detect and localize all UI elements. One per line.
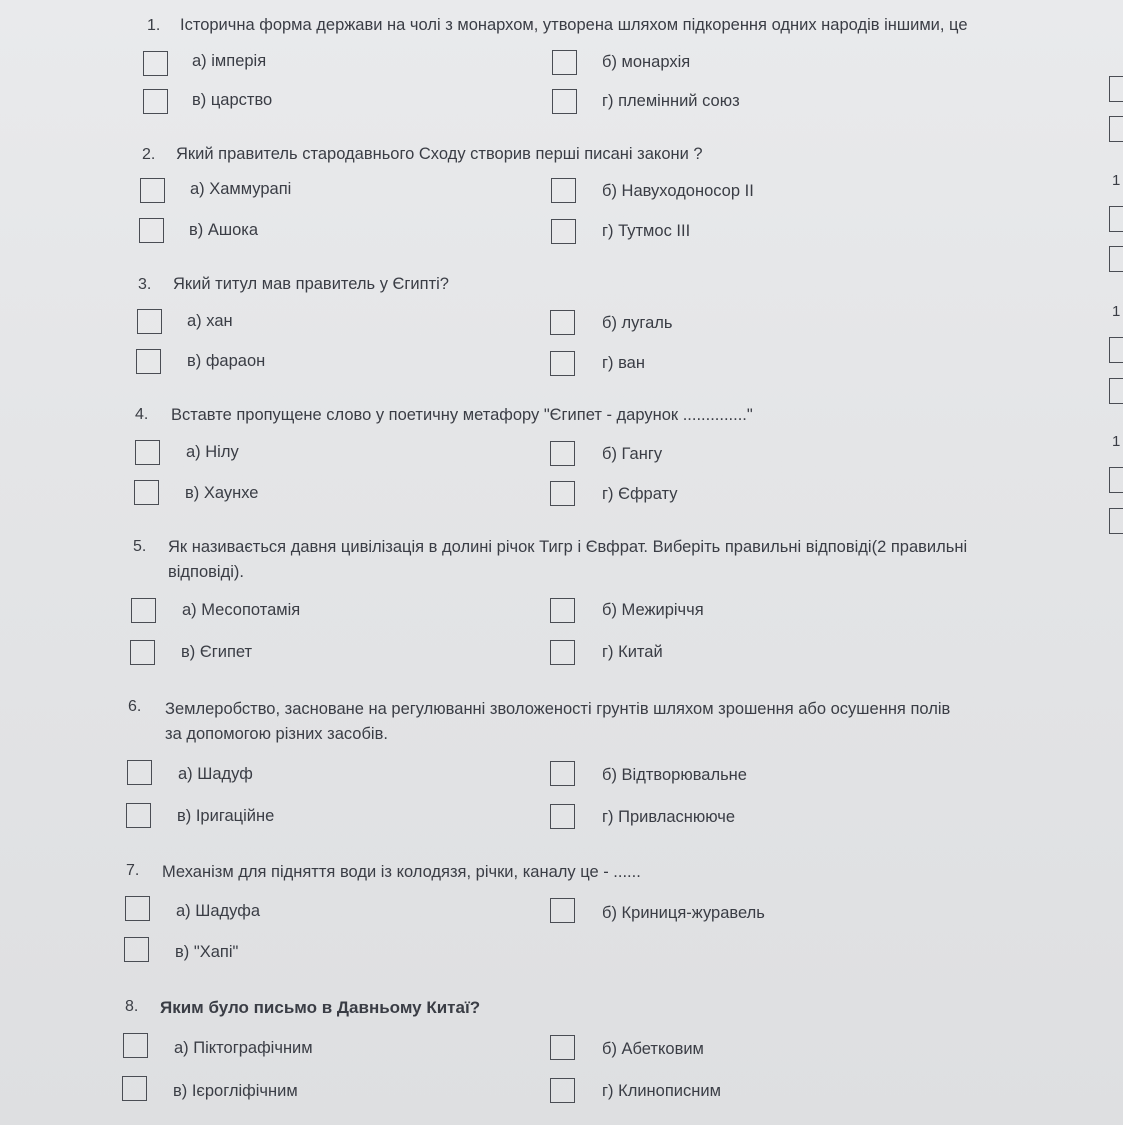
q8-option-b: б) Абетковим bbox=[602, 1040, 704, 1058]
q3-option-a: а) хан bbox=[187, 312, 233, 330]
q2-checkbox-d[interactable] bbox=[551, 219, 576, 244]
q5-checkbox-c[interactable] bbox=[130, 640, 155, 665]
q6-checkbox-d[interactable] bbox=[550, 804, 575, 829]
q6-option-c: в) Іригаційне bbox=[177, 807, 275, 825]
edge-number: 1 bbox=[1112, 433, 1121, 450]
q4-option-a: а) Нілу bbox=[186, 443, 239, 461]
q8-option-c: в) Ієрогліфічним bbox=[173, 1082, 298, 1100]
q1-checkbox-d[interactable] bbox=[552, 89, 577, 114]
q8-option-a: а) Піктографічним bbox=[174, 1039, 313, 1057]
q8-checkbox-c[interactable] bbox=[122, 1076, 147, 1101]
q1-checkbox-b[interactable] bbox=[552, 50, 577, 75]
edge-checkbox bbox=[1109, 378, 1123, 404]
q6-checkbox-c[interactable] bbox=[126, 803, 151, 828]
edge-checkbox bbox=[1109, 116, 1123, 142]
q3-option-b: б) лугаль bbox=[602, 314, 673, 332]
edge-checkbox bbox=[1109, 206, 1123, 232]
question-3-number: 3. bbox=[138, 276, 152, 293]
q5-option-c: в) Єгипет bbox=[181, 643, 253, 661]
question-8-text: Яким було письмо в Давньому Китаї? bbox=[160, 998, 481, 1017]
q8-checkbox-b[interactable] bbox=[550, 1035, 575, 1060]
edge-checkbox bbox=[1109, 337, 1123, 363]
q2-checkbox-c[interactable] bbox=[139, 218, 164, 243]
q6-option-b: б) Відтворювальне bbox=[602, 766, 747, 784]
q4-checkbox-b[interactable] bbox=[550, 441, 575, 466]
q1-option-d: г) племінний союз bbox=[602, 92, 740, 110]
question-5-text-line1: Як називається давня цивілізація в долині річок Тигр і Євфрат. Виберіть правильні відповіді(2 правильні bbox=[168, 538, 968, 556]
question-4-text: Вставте пропущене слово у поетичну метафору "Єгипет - дарунок .............." bbox=[171, 406, 753, 424]
q6-checkbox-b[interactable] bbox=[550, 761, 575, 786]
q4-checkbox-d[interactable] bbox=[550, 481, 575, 506]
q7-checkbox-b[interactable] bbox=[550, 898, 575, 923]
q5-option-b: б) Межиріччя bbox=[602, 601, 704, 619]
edge-number: 1 bbox=[1112, 172, 1121, 189]
q3-checkbox-d[interactable] bbox=[550, 351, 575, 376]
q7-option-c: в) "Хапі" bbox=[175, 943, 239, 961]
q1-checkbox-c[interactable] bbox=[143, 89, 168, 114]
question-6-number: 6. bbox=[128, 698, 142, 715]
edge-checkbox bbox=[1109, 246, 1123, 272]
q2-option-c: в) Ашока bbox=[189, 221, 259, 239]
edge-checkbox bbox=[1109, 467, 1123, 493]
q4-option-d: г) Єфрату bbox=[602, 485, 678, 503]
question-5-number: 5. bbox=[133, 538, 147, 555]
q1-option-a: а) імперія bbox=[192, 52, 267, 70]
question-7-text: Механізм для підняття води із колодязя, річки, каналу це - ...... bbox=[162, 863, 641, 881]
q5-option-d: г) Китай bbox=[602, 643, 663, 661]
q3-checkbox-a[interactable] bbox=[137, 309, 162, 334]
q6-option-d: г) Привласнююче bbox=[602, 808, 736, 826]
q6-checkbox-a[interactable] bbox=[127, 760, 152, 785]
q5-checkbox-a[interactable] bbox=[131, 598, 156, 623]
q2-option-b: б) Навуходоносор II bbox=[602, 182, 754, 200]
q7-option-a: а) Шадуфа bbox=[176, 902, 260, 920]
q1-option-c: в) царство bbox=[192, 91, 273, 109]
question-6-text-line1: Землеробство, засноване на регулюванні зволоженості грунтів шляхом зрошення або осушення полів bbox=[165, 700, 951, 718]
q4-checkbox-a[interactable] bbox=[135, 440, 160, 465]
q3-option-d: г) ван bbox=[602, 354, 645, 372]
question-7-number: 7. bbox=[126, 862, 140, 879]
q8-option-d: г) Клинописним bbox=[602, 1082, 721, 1100]
q2-checkbox-b[interactable] bbox=[551, 178, 576, 203]
q2-option-d: г) Тутмос III bbox=[602, 222, 691, 240]
q4-option-b: б) Гангу bbox=[602, 445, 663, 463]
question-2-text: Який правитель стародавнього Сходу створив перші писані закони ? bbox=[176, 145, 703, 163]
q5-checkbox-b[interactable] bbox=[550, 598, 575, 623]
q5-checkbox-d[interactable] bbox=[550, 640, 575, 665]
q8-checkbox-d[interactable] bbox=[550, 1078, 575, 1103]
q3-checkbox-b[interactable] bbox=[550, 310, 575, 335]
edge-number: 1 bbox=[1112, 303, 1121, 320]
question-5-text-line2: відповіді). bbox=[168, 563, 244, 581]
question-1-number: 1. bbox=[147, 17, 161, 34]
q4-checkbox-c[interactable] bbox=[134, 480, 159, 505]
q2-checkbox-a[interactable] bbox=[140, 178, 165, 203]
q6-option-a: а) Шадуф bbox=[178, 765, 253, 783]
q7-checkbox-c[interactable] bbox=[124, 937, 149, 962]
question-8-number: 8. bbox=[125, 998, 139, 1015]
q5-option-a: а) Месопотамія bbox=[182, 601, 301, 619]
edge-checkbox bbox=[1109, 508, 1123, 534]
q1-option-b: б) монархія bbox=[602, 53, 691, 71]
question-3-text: Який титул мав правитель у Єгипті? bbox=[173, 275, 449, 293]
q3-checkbox-c[interactable] bbox=[136, 349, 161, 374]
q2-option-a: а) Хаммурапі bbox=[190, 180, 292, 198]
q1-checkbox-a[interactable] bbox=[143, 51, 168, 76]
question-6-text-line2: за допомогою різних засобів. bbox=[165, 725, 388, 743]
question-2-number: 2. bbox=[142, 146, 156, 163]
q8-checkbox-a[interactable] bbox=[123, 1033, 148, 1058]
q3-option-c: в) фараон bbox=[187, 352, 266, 370]
edge-checkbox bbox=[1109, 76, 1123, 102]
q7-option-b: б) Криниця-журавель bbox=[602, 904, 765, 922]
question-4-number: 4. bbox=[135, 406, 149, 423]
q4-option-c: в) Хаунхе bbox=[185, 484, 259, 502]
q7-checkbox-a[interactable] bbox=[125, 896, 150, 921]
question-1-text: Історична форма держави на чолі з монархом, утворена шляхом підкорення одних народів іншими, це bbox=[180, 16, 968, 34]
